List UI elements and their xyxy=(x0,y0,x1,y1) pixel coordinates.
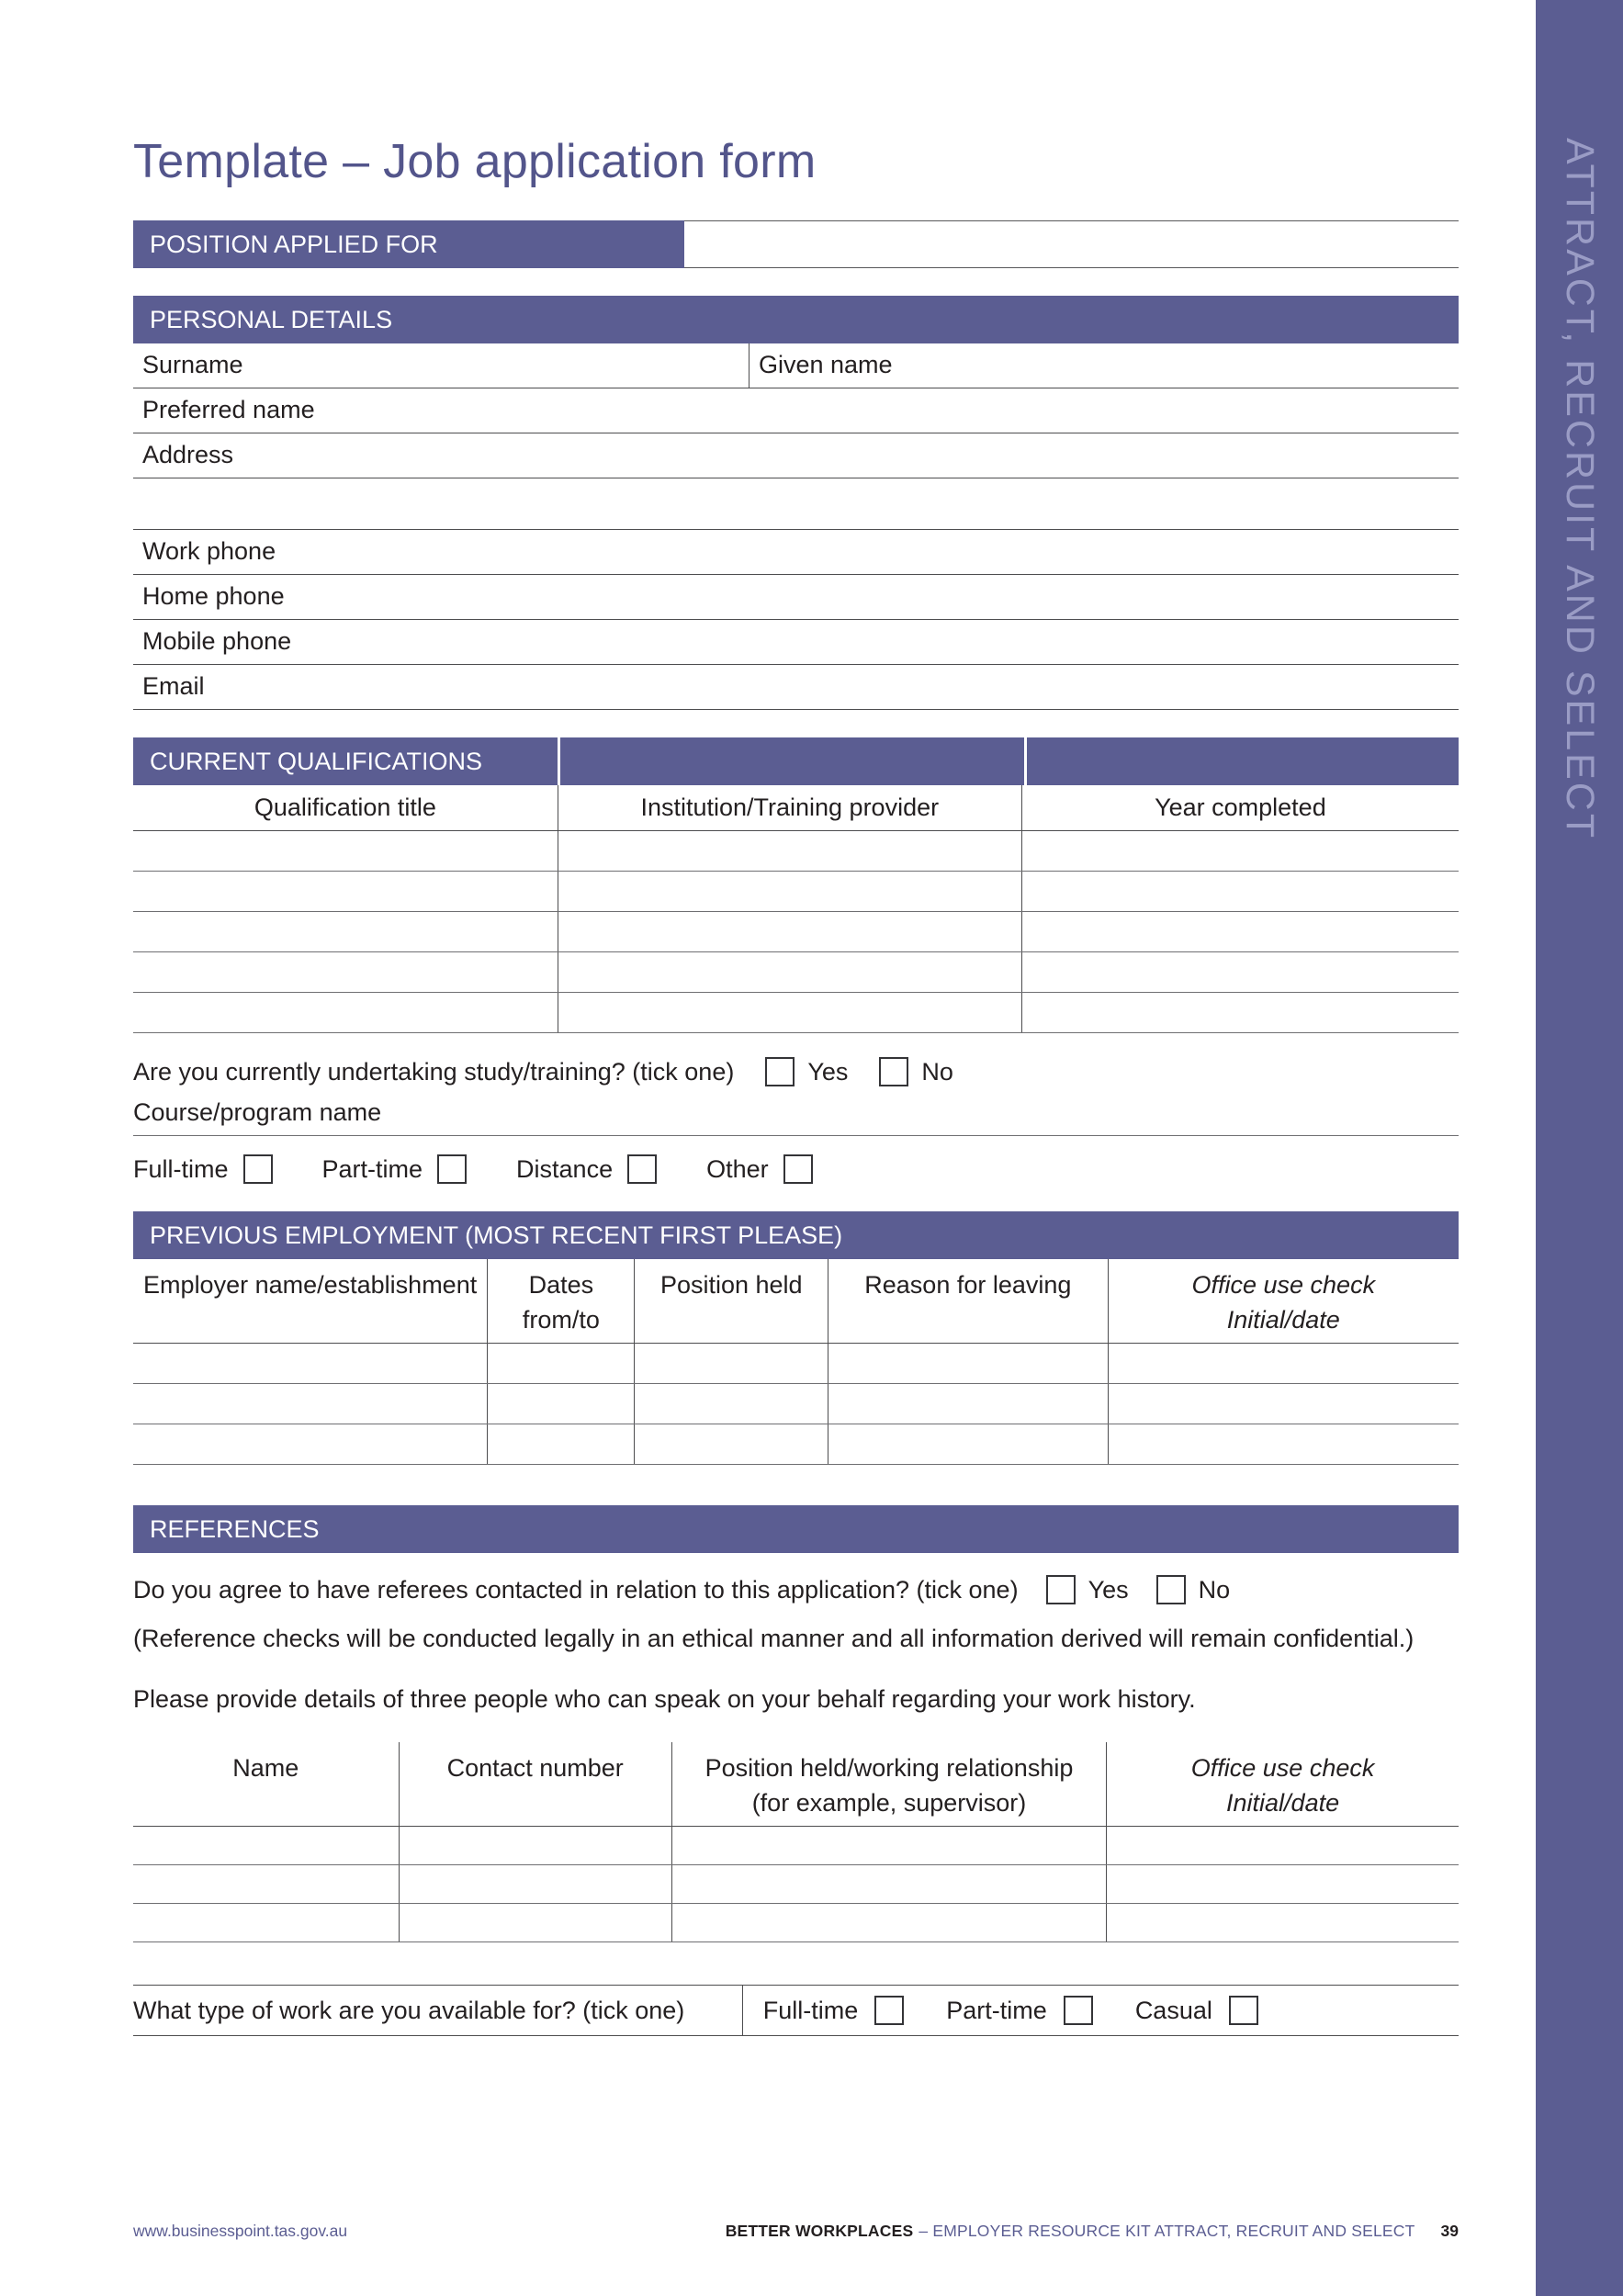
name-cell[interactable] xyxy=(133,1865,399,1903)
course-name-label: Course/program name xyxy=(133,1098,382,1126)
position-cell[interactable] xyxy=(634,1344,828,1383)
distance-checkbox[interactable] xyxy=(627,1154,657,1184)
option-full-time xyxy=(763,1996,905,2025)
position-input-line[interactable] xyxy=(684,220,1459,268)
mode-distance xyxy=(516,1154,657,1184)
qualification-title-cell[interactable] xyxy=(133,952,558,992)
work-availability-options xyxy=(743,1986,1459,2035)
referees-no-label: No xyxy=(1198,1575,1231,1604)
qualifications-empty-row xyxy=(133,912,1459,952)
name-cell[interactable] xyxy=(133,1904,399,1941)
qualifications-header-segment xyxy=(1027,737,1459,785)
preferred-name-label: Preferred name xyxy=(142,396,315,423)
mobile-phone-field[interactable] xyxy=(133,620,1459,665)
work-availability-question: What type of work are you available for? (tick one) xyxy=(133,1986,743,2035)
mode-part-time xyxy=(322,1154,468,1184)
qualifications-table-header xyxy=(133,785,1459,831)
qualifications-header-bar xyxy=(133,737,1459,785)
references-empty-row xyxy=(133,1827,1459,1865)
year-completed-cell[interactable] xyxy=(1021,872,1459,911)
qualifications-header-segment xyxy=(133,737,558,785)
full-time-label: Full-time xyxy=(133,1154,229,1183)
name-cell[interactable] xyxy=(133,1827,399,1864)
employment-empty-row xyxy=(133,1424,1459,1465)
home-phone-label: Home phone xyxy=(142,582,285,610)
email-label: Email xyxy=(142,672,205,700)
office-use-cell[interactable] xyxy=(1108,1384,1459,1424)
page-title: Template – Job application form xyxy=(133,135,817,188)
office-use-cell[interactable] xyxy=(1108,1344,1459,1383)
footer-title: BETTER WORKPLACES xyxy=(725,2222,914,2240)
surname-label: Surname xyxy=(142,351,243,378)
qualifications-empty-row xyxy=(133,831,1459,872)
col-working-relationship: Position held/working relationship (for example, supervisor) xyxy=(671,1742,1106,1826)
address-field[interactable] xyxy=(133,433,1459,478)
part-time-label: Part-time xyxy=(321,1154,423,1183)
availability-part-time-checkbox[interactable] xyxy=(1064,1996,1093,2025)
study-question-row xyxy=(133,1057,1459,1086)
col-office-use-check: Office use check Initial/date xyxy=(1106,1742,1459,1826)
study-mode-row xyxy=(133,1154,1459,1184)
given-name-label: Given name xyxy=(758,351,893,378)
option-casual xyxy=(1135,1996,1258,2025)
casual-option-label: Casual xyxy=(1134,1996,1212,2024)
qualifications-empty-row xyxy=(133,872,1459,912)
referees-no-checkbox[interactable] xyxy=(1156,1575,1186,1604)
surname-field[interactable] xyxy=(133,343,750,388)
col-dates: Dates from/to xyxy=(487,1259,634,1343)
reference-checks-note: (Reference checks will be conducted legally in an ethical manner and all information derived will remain confidential.) xyxy=(133,1625,1414,1652)
employment-empty-row xyxy=(133,1384,1459,1424)
employer-cell[interactable] xyxy=(133,1384,487,1424)
reason-cell[interactable] xyxy=(828,1384,1107,1424)
qualifications-header-label: CURRENT QUALIFICATIONS xyxy=(150,747,483,775)
office-use-cell[interactable] xyxy=(1106,1904,1459,1941)
relationship-cell[interactable] xyxy=(671,1827,1106,1864)
col-office-use-check: Office use check Initial/date xyxy=(1108,1259,1459,1343)
position-cell[interactable] xyxy=(634,1424,828,1464)
references-table xyxy=(133,1742,1459,1942)
contact-cell[interactable] xyxy=(399,1904,671,1941)
page-footer xyxy=(133,2222,1459,2241)
year-completed-cell[interactable] xyxy=(1021,912,1459,951)
address-field-line2[interactable] xyxy=(133,478,1459,530)
qualification-title-cell[interactable] xyxy=(133,993,558,1032)
position-header-bar xyxy=(133,220,684,268)
other-checkbox[interactable] xyxy=(783,1154,813,1184)
contact-cell[interactable] xyxy=(399,1827,671,1864)
referees-question-label: Do you agree to have referees contacted in relation to this application? (tick one) xyxy=(133,1575,1019,1604)
personal-header-label: PERSONAL DETAILS xyxy=(150,305,393,333)
office-use-cell[interactable] xyxy=(1108,1424,1459,1464)
study-question-label: Are you currently undertaking study/training? (tick one) xyxy=(133,1057,735,1086)
footer-subtitle: – EMPLOYER RESOURCE KIT ATTRACT, RECRUIT AND SELECT xyxy=(919,2222,1415,2240)
availability-casual-checkbox[interactable] xyxy=(1229,1996,1258,2025)
relationship-cell[interactable] xyxy=(671,1904,1106,1941)
employer-cell[interactable] xyxy=(133,1344,487,1383)
home-phone-field[interactable] xyxy=(133,575,1459,620)
full-time-option-label: Full-time xyxy=(762,1996,859,2024)
email-field[interactable] xyxy=(133,665,1459,710)
footer-page-number: 39 xyxy=(1440,2222,1459,2240)
option-part-time xyxy=(946,1996,1093,2025)
position-header-label: POSITION APPLIED FOR xyxy=(150,230,438,258)
footer-right xyxy=(726,2222,1459,2241)
study-yes-checkbox[interactable] xyxy=(765,1057,795,1086)
qualification-title-cell[interactable] xyxy=(133,872,558,911)
section-position xyxy=(133,220,1459,268)
referees-yes-label: Yes xyxy=(1088,1575,1129,1604)
dates-cell[interactable] xyxy=(487,1424,634,1464)
col-reason-for-leaving: Reason for leaving xyxy=(828,1259,1107,1343)
col-contact-number: Contact number xyxy=(399,1742,671,1826)
employment-header-bar xyxy=(133,1211,1459,1259)
work-phone-field[interactable] xyxy=(133,530,1459,575)
references-header-label: REFERENCES xyxy=(150,1514,320,1543)
qualification-title-cell[interactable] xyxy=(133,912,558,951)
dates-cell[interactable] xyxy=(487,1384,634,1424)
full-time-checkbox[interactable] xyxy=(243,1154,273,1184)
reason-cell[interactable] xyxy=(828,1344,1107,1383)
personal-header-bar xyxy=(133,296,1459,343)
reference-instruction-note: Please provide details of three people who can speak on your behalf regarding your work history. xyxy=(133,1685,1196,1714)
preferred-name-field[interactable] xyxy=(133,388,1459,433)
col-position-held: Position held xyxy=(634,1259,828,1343)
work-availability-row xyxy=(133,1985,1459,2036)
availability-full-time-checkbox[interactable] xyxy=(874,1996,904,2025)
contact-cell[interactable] xyxy=(399,1865,671,1903)
personal-row-name xyxy=(133,343,1459,388)
work-phone-label: Work phone xyxy=(142,537,276,565)
col-employer-name: Employer name/establishment xyxy=(143,1271,478,1299)
office-use-cell[interactable] xyxy=(1106,1827,1459,1864)
institution-cell[interactable] xyxy=(558,831,1021,871)
side-tab-label: ATTRACT, RECRUIT AND SELECT xyxy=(1558,138,1602,841)
year-completed-cell[interactable] xyxy=(1021,993,1459,1032)
institution-cell[interactable] xyxy=(558,993,1021,1032)
part-time-option-label: Part-time xyxy=(946,1996,1047,2024)
institution-cell[interactable] xyxy=(558,872,1021,911)
given-name-field[interactable] xyxy=(750,343,1459,388)
mode-other xyxy=(706,1154,813,1184)
col-institution: Institution/Training provider xyxy=(558,785,1021,830)
distance-label: Distance xyxy=(516,1154,614,1183)
form-content xyxy=(133,134,1459,2036)
employment-empty-row xyxy=(133,1344,1459,1384)
col-year-completed: Year completed xyxy=(1021,785,1459,830)
referees-question-row xyxy=(133,1575,1459,1604)
study-no-checkbox[interactable] xyxy=(879,1057,908,1086)
references-empty-row xyxy=(133,1865,1459,1904)
part-time-checkbox[interactable] xyxy=(437,1154,467,1184)
references-table-header xyxy=(133,1742,1459,1827)
references-header-bar xyxy=(133,1505,1459,1553)
col-qualification-title: Qualification title xyxy=(254,793,436,821)
institution-cell[interactable] xyxy=(558,912,1021,951)
employment-table-header xyxy=(133,1259,1459,1344)
course-name-field[interactable] xyxy=(133,1092,1459,1136)
study-yes-label: Yes xyxy=(807,1057,849,1086)
mobile-phone-label: Mobile phone xyxy=(142,627,292,655)
year-completed-cell[interactable] xyxy=(1021,952,1459,992)
side-tab xyxy=(1536,0,1623,2296)
address-label: Address xyxy=(142,441,234,468)
qualifications-empty-row xyxy=(133,952,1459,993)
col-name: Name xyxy=(232,1754,299,1783)
references-empty-row xyxy=(133,1904,1459,1942)
relationship-cell[interactable] xyxy=(671,1865,1106,1903)
mode-full-time xyxy=(133,1154,273,1184)
office-use-cell[interactable] xyxy=(1106,1865,1459,1903)
qualifications-empty-row xyxy=(133,993,1459,1033)
dates-cell[interactable] xyxy=(487,1344,634,1383)
reason-cell[interactable] xyxy=(828,1424,1107,1464)
qualification-title-cell[interactable] xyxy=(133,831,558,871)
footer-url: www.businesspoint.tas.gov.au xyxy=(133,2222,348,2240)
employment-header-label: PREVIOUS EMPLOYMENT (MOST RECENT FIRST PLEASE) xyxy=(150,1221,843,1249)
institution-cell[interactable] xyxy=(558,952,1021,992)
position-cell[interactable] xyxy=(634,1384,828,1424)
referees-yes-checkbox[interactable] xyxy=(1046,1575,1076,1604)
qualifications-header-segment xyxy=(560,737,1024,785)
employer-cell[interactable] xyxy=(133,1424,487,1464)
year-completed-cell[interactable] xyxy=(1021,831,1459,871)
other-label: Other xyxy=(706,1154,769,1183)
study-no-label: No xyxy=(921,1057,953,1086)
